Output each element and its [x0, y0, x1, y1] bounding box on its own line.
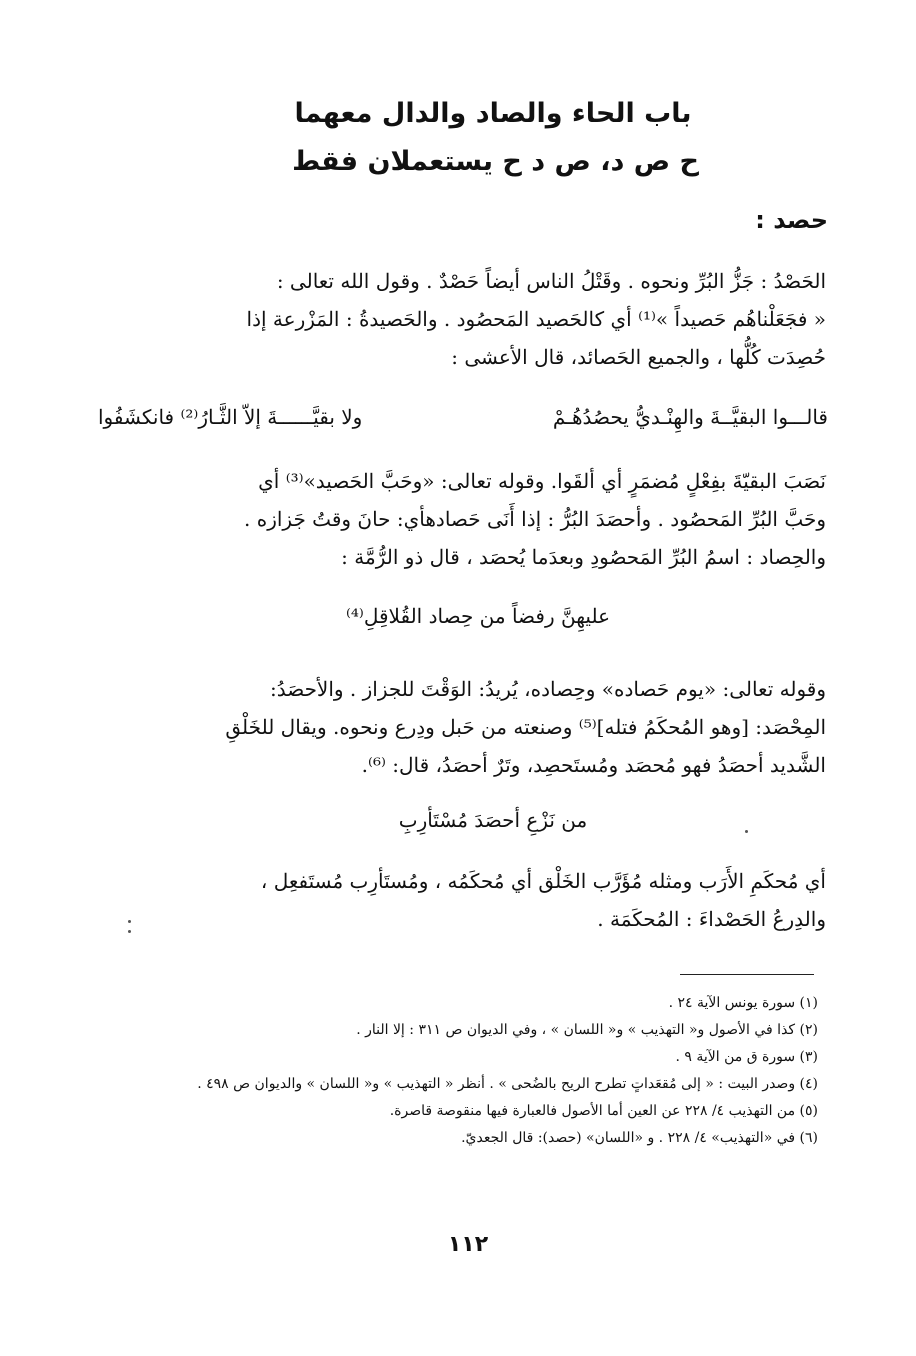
definition-paragraph-4 — [98, 862, 826, 938]
footnote: (٤) وصدر البيت : « إلى مُقعَداتٍ تطرح الريح بالضُحى » . أنظر « التهذيب » و« اللسان » والديوان ص ٤٩٨ . — [197, 1076, 818, 1092]
text-line: والدِرعُ الحَصْداءَ : المُحكَمَة . — [597, 907, 826, 931]
footnote-separator — [680, 974, 814, 975]
footnote: (٢) كذا في الأصول و« التهذيب » و« اللسان » ، وفي الديوان ص ٣١١ : إلا النار . — [356, 1022, 818, 1038]
scan-speck — [128, 920, 131, 923]
footnotes — [108, 990, 818, 1152]
page-number: ١١٢ — [447, 1232, 489, 1257]
text-line: الشَّديد أحصَدُ فهو مُحصَد ومُستَحصِد، وتَرٌ أحصَدُ، قال: ⁽⁶⁾. — [361, 753, 826, 777]
text-line: الحَصْدُ : جَزُّ البُرِّ ونحوه . وقَتْلُ الناس أيضاً حَصْدٌ . وقول الله تعالى : — [276, 269, 826, 293]
entry-headword: حصد : — [755, 206, 828, 234]
text-line: وقوله تعالى: «يوم حَصاده» وحِصاده، يُريدُ: الوَقْتَ للجزاز . والأحصَدُ: — [269, 677, 826, 701]
text-line: نَصَبَ البقيّةَ بفِعْلٍ مُضمَرٍ أي ألقَوا. وقوله تعالى: «وحَبَّ الحَصيد»⁽³⁾ أي — [258, 469, 826, 493]
scan-speck — [745, 830, 748, 833]
poetry-verse-3: من نَزْعِ أحصَدَ مُسْتَأرِبِ — [398, 808, 588, 832]
definition-paragraph-1 — [98, 262, 826, 376]
chapter-subtitle: ح ص د، ص د ح يستعملان فقط — [292, 146, 699, 177]
footnote: (٦) في «التهذيب» ٤/ ٢٢٨ . و «اللسان» (حصد): قال الجعديّ. — [461, 1130, 818, 1146]
footnote: (١) سورة يونس الآية ٢٤ . — [668, 995, 818, 1011]
text-line: حُصِدَت كُلُّها ، والجميع الحَصائد، قال الأعشى : — [451, 345, 826, 369]
verse-first-hemistich: قالـــوا البقيَّــةَ والهِنْـديُّ يحصُدُهُـمْ — [552, 405, 828, 429]
definition-paragraph-3 — [98, 670, 826, 784]
footnote: (٣) سورة ق من الآية ٩ . — [675, 1049, 818, 1065]
scan-speck — [128, 930, 131, 933]
text-line: المِحْصَد: [وهو المُحكَمُ فتله]⁽⁵⁾ وصنعته من حَبل ودِرع ونحوه. ويقال للخَلْقِ — [225, 715, 826, 739]
verse-second-hemistich: ولا بقيَّــــــةَ إلاّ الثَّـارُ⁽²⁾ فانكشَفُوا — [98, 405, 363, 429]
text-line: أي مُحكَمِ الأَرَب ومثله مُؤَرَّب الخَلْق أي مُحكَمُه ، ومُستَأرِب مُستَفعِل ، — [260, 869, 826, 893]
text-line: « فجَعَلْناهُم حَصيداً »⁽¹⁾ أي كالحَصيد المَحصُود . والحَصيدةُ : المَزْرعة إذا — [246, 307, 826, 331]
footnote: (٥) من التهذيب ٤/ ٢٢٨ عن العين أما الأصول فالعبارة فيها منقوصة قاصرة. — [389, 1103, 818, 1119]
text-line: وحَبَّ البُرِّ المَحصُود . وأحصَدَ البُرُّ : إذا أَنَى حَصادهأي: حانَ وقتُ جَزازه . — [244, 507, 826, 531]
definition-paragraph-2 — [98, 462, 826, 576]
text-line: والحِصاد : اسمُ البُرِّ المَحصُودِ وبعدَما يُحصَد ، قال ذو الرُّمَّة : — [341, 545, 826, 569]
chapter-title: باب الحاء والصاد والدال معهما — [294, 98, 692, 129]
poetry-verse-2: عليهِنَّ رفضاً من حِصاد القُلاقِلِ⁽⁴⁾ — [345, 604, 611, 628]
